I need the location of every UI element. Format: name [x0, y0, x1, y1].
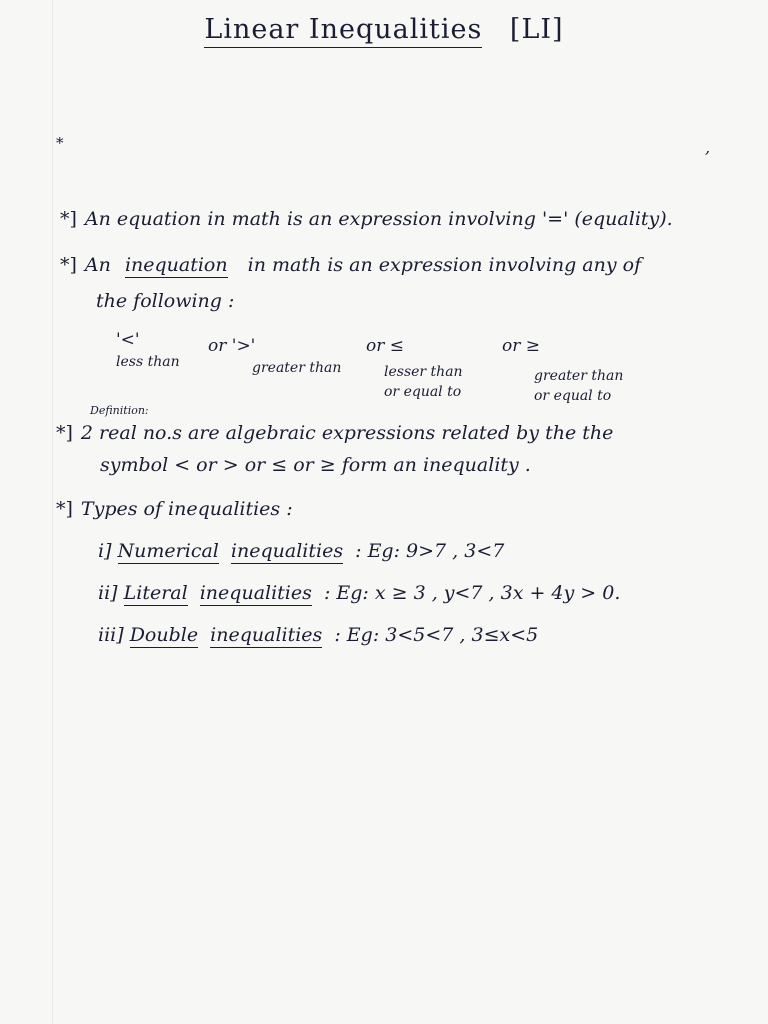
- inequation-word: inequation: [124, 254, 228, 276]
- inequation-continuation: the following :: [96, 290, 235, 312]
- equation-line: [60, 208, 673, 230]
- inequation-prefix: An: [84, 254, 111, 276]
- bullet-star: *]: [56, 422, 73, 444]
- type-example: : Eg: x ≥ 3 , y<7 , 3x + 4y > 0.: [323, 582, 621, 604]
- type-example: : Eg: 9>7 , 3<7: [355, 540, 505, 562]
- definition-text-1: 2 real no.s are algebraic expressions related by the the: [80, 422, 614, 444]
- type-number: i]: [98, 540, 112, 562]
- type-example: : Eg: 3<5<7 , 3≤x<5: [334, 624, 539, 646]
- inequation-line: [60, 254, 641, 276]
- symbol-less-than: '<': [116, 330, 140, 350]
- stray-comma: ,: [705, 138, 711, 157]
- type-number: ii]: [98, 582, 118, 604]
- types-heading-line: [56, 498, 293, 520]
- title-main: Linear Inequalities: [204, 14, 482, 48]
- definition-line-1: [56, 422, 613, 444]
- type-item: [98, 540, 504, 562]
- label-less-equal: lesser than or equal to: [384, 364, 463, 400]
- label-greater-than: greater than: [252, 360, 342, 376]
- type-item: [98, 582, 620, 604]
- type-name-first: Literal: [123, 582, 188, 604]
- symbol-less-equal: or ≤: [366, 336, 405, 356]
- bullet-star: *]: [56, 498, 73, 520]
- type-item: [98, 624, 538, 646]
- bullet-star: *]: [60, 254, 77, 276]
- type-name-first: Numerical: [117, 540, 219, 562]
- definition-tag: Definition:: [90, 404, 149, 417]
- type-number: iii]: [98, 624, 124, 646]
- page-margin-line: [52, 0, 53, 1024]
- title-abbrev: [LI]: [509, 14, 564, 45]
- type-name-second: inequalities: [199, 582, 312, 604]
- label-less-than: less than: [116, 354, 180, 370]
- type-name-first: Double: [129, 624, 199, 646]
- type-name-second: inequalities: [230, 540, 344, 562]
- symbol-greater-equal: or ≥: [502, 336, 541, 356]
- label-greater-equal: greater than or equal to: [534, 368, 624, 404]
- type-name-second: inequalities: [210, 624, 323, 646]
- stray-star: *: [56, 134, 64, 152]
- symbol-greater-than: or '>': [208, 336, 256, 356]
- inequation-rest: in math is an expression involving any of: [247, 254, 642, 276]
- equation-text: An equation in math is an expression involving '=' (equality).: [84, 208, 673, 230]
- page-title: [0, 14, 768, 45]
- definition-line-2: symbol < or > or ≤ or ≥ form an inequality .: [100, 454, 531, 476]
- bullet-star: *]: [60, 208, 77, 230]
- types-heading: Types of inequalities :: [80, 498, 293, 520]
